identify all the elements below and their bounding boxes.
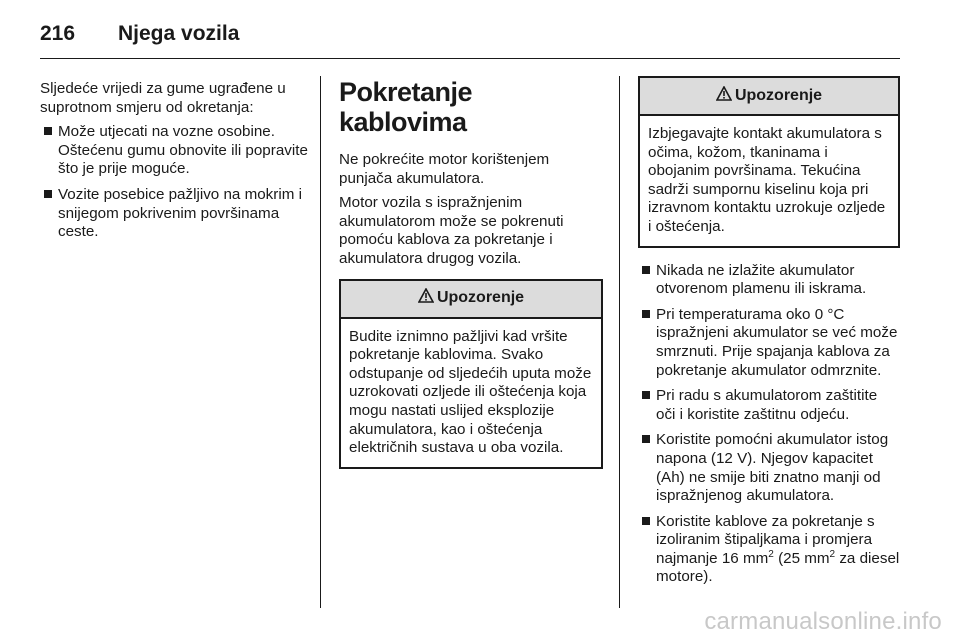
cable-spec-text-end: za diesel motore). <box>656 549 900 586</box>
warning-triangle-icon <box>716 86 732 107</box>
list-item <box>638 431 900 505</box>
warning-header <box>341 281 601 319</box>
column-middle <box>339 77 603 483</box>
column-divider-left <box>320 76 321 608</box>
list-item <box>40 123 308 179</box>
bullet-square-icon <box>642 517 650 525</box>
list-item-text: Nikada ne izlažite akumulator otvorenom plamenu ili iskrama. <box>656 261 867 298</box>
column-divider-right <box>619 76 620 608</box>
list-item-text: Koristite pomoćni akumulator istog napona (12 V). Njegov kapacitet (Ah) ne smije biti znatno manji od ispražnjenog akumulatora. <box>656 431 889 505</box>
warning-title: Upozorenje <box>436 289 525 307</box>
superscript: 2 <box>768 548 774 560</box>
bullet-square-icon <box>642 435 650 443</box>
tire-intro-text: Sljedeće vrijedi za gume ugrađene u suprotnom smjeru od okretanja: <box>40 80 286 116</box>
page-number: 216 <box>40 22 76 45</box>
paragraph: Ne pokrećite motor korištenjem punjača akumulatora. <box>339 151 550 187</box>
bullet-square-icon <box>642 266 650 274</box>
warning-header <box>640 78 898 116</box>
page-header <box>40 16 239 52</box>
list-item-text: Vozite posebice pažljivo na mokrim i snijegom pokrivenim površinama ceste. <box>58 185 302 241</box>
list-item <box>638 262 900 299</box>
list-item-text: Može utjecati na vozne osobine. Oštećenu gumu obnovite ili popravite što je prije moguće. <box>58 123 308 178</box>
superscript: 2 <box>829 548 836 560</box>
list-item <box>40 186 308 242</box>
page-title: Njega vozila <box>118 22 240 45</box>
list-item-text <box>656 513 899 586</box>
warning-box <box>339 279 603 469</box>
warning-text: Budite iznimno pažljivi kad vršite pokretanje kablovima. Svako odstupanje od sljedećih uputa može uzrokovati ozljede ili oštećenja koja mogu nastati uslijed eksplozije akumulatora, kao i oštećenja električnih sustava u oba vozila. <box>349 327 592 457</box>
bullet-square-icon <box>44 127 52 135</box>
header-rule <box>40 58 900 59</box>
list-item <box>638 387 900 424</box>
paragraph: Motor vozila s ispražnjenim akumulatorom može se pokrenuti pomoću kablova za pokretanje i akumulatora drugog vozila. <box>339 194 564 267</box>
watermark: carmanualsonline.info <box>704 608 942 635</box>
warning-title: Upozorenje <box>734 86 823 104</box>
warning-box <box>638 76 900 248</box>
bullet-square-icon <box>44 190 52 198</box>
battery-bullet-list <box>638 262 900 588</box>
section-heading: Pokretanje kablovima <box>339 77 473 137</box>
list-item <box>638 306 900 380</box>
list-item-text: Pri radu s akumulatorom zaštitite oči i koristite zaštitnu odjeću. <box>656 387 878 423</box>
tire-bullet-list <box>40 123 308 242</box>
warning-triangle-icon <box>418 288 434 309</box>
cable-spec-text-start: Koristite kablove za pokretanje s izoliranim štipaljkama i promjera najmanje 16 mm <box>656 512 875 567</box>
column-left <box>40 80 308 249</box>
cable-spec-text-middle: (25 mm <box>773 549 830 567</box>
column-right <box>638 76 900 594</box>
warning-text: Izbjegavajte kontakt akumulatora s očima, kožom, tkaninama i obojanim površinama. Tekućina sadrži sumpornu kiselinu koja pri izravnom kontaktu uzrokuje ozljede i oštećenja. <box>648 125 886 235</box>
bullet-square-icon <box>642 391 650 399</box>
list-item <box>638 513 900 587</box>
list-item-text: Pri temperaturama oko 0 °C ispražnjeni akumulator se već može smrznuti. Prije spajanja kablova za pokretanje akumulator odmrznite. <box>656 305 898 379</box>
bullet-square-icon <box>642 310 650 318</box>
